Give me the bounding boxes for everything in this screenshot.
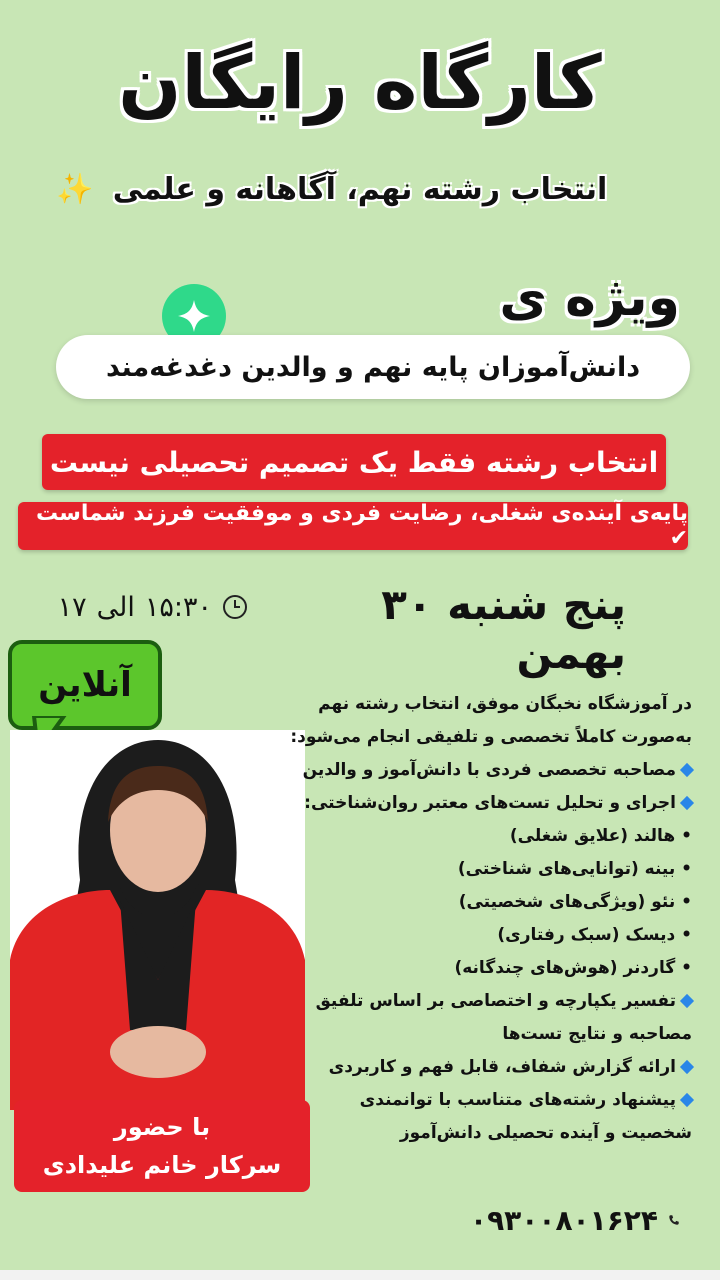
description-line	[268, 1018, 692, 1051]
description-text: در آموزشگاه نخبگان موفق، انتخاب رشته نهم	[318, 694, 692, 714]
description-text: پیشنهاد رشته‌های متناسب با توانمندی	[359, 1090, 676, 1110]
poster-subtitle: انتخاب رشته نهم، آگاهانه و علمی	[112, 172, 608, 207]
bullet-diamond-icon	[680, 994, 694, 1008]
description-line	[268, 1117, 692, 1150]
description-line	[268, 754, 692, 787]
time-from: ۱۵:۳۰	[144, 591, 212, 623]
description-line	[268, 853, 692, 886]
banner-primary-text: انتخاب رشته فقط یک تصمیم تحصیلی نیست	[49, 445, 659, 479]
description-text: • نئو (ویژگی‌های شخصیتی)	[458, 892, 692, 912]
bottom-strip	[0, 1270, 720, 1280]
description-line	[268, 688, 692, 721]
description-line	[268, 985, 692, 1018]
clock-icon	[222, 594, 248, 620]
description-text: • دیسک (سبک رفتاری)	[497, 925, 692, 945]
presenter-intro: با حضور	[113, 1113, 211, 1141]
bullet-diamond-icon	[680, 1060, 694, 1074]
time-to: ۱۷	[57, 591, 87, 623]
description-line	[268, 1084, 692, 1117]
description-text: مصاحبه و نتایج تست‌ها	[502, 1024, 692, 1044]
description-line	[268, 886, 692, 919]
banner-secondary	[18, 502, 688, 550]
phone-number: ۰۹۳۰۰۸۰۱۶۲۴	[470, 1203, 658, 1237]
presenter-box	[14, 1100, 310, 1192]
description-text: • هالند (علایق شغلی)	[509, 826, 692, 846]
description-line	[268, 820, 692, 853]
description-list	[268, 688, 692, 1150]
description-text: • بینه (توانایی‌های شناختی)	[457, 859, 692, 879]
description-line	[268, 952, 692, 985]
special-label: ویژه ی	[499, 268, 680, 328]
phone-row	[470, 1200, 680, 1240]
online-label: آنلاین	[38, 665, 132, 705]
event-time	[36, 582, 248, 632]
description-line	[268, 1051, 692, 1084]
time-separator: الی	[96, 591, 135, 623]
bullet-diamond-icon	[680, 763, 694, 777]
description-text: اجرای و تحلیل تست‌های معتبر روان‌شناختی:	[304, 793, 676, 813]
description-text: مصاحبه تخصصی فردی با دانش‌آموز و والدین	[302, 760, 676, 780]
poster-title: کارگاه رایگان	[118, 40, 602, 126]
audience-text: دانش‌آموزان پایه نهم و والدین دغدغه‌مند	[105, 351, 641, 383]
phone-icon	[668, 1206, 680, 1234]
banner-secondary-text: پایه‌ی آینده‌ی شغلی، رضایت فردی و موفقیت فرزند شماست ✔	[35, 501, 688, 551]
description-line	[268, 721, 692, 754]
description-text: ارائه گزارش شفاف، قابل فهم و کاربردی	[328, 1057, 676, 1077]
description-text: شخصیت و آینده تحصیلی دانش‌آموز	[399, 1123, 692, 1143]
bullet-diamond-icon	[680, 1093, 694, 1107]
audience-pill	[56, 335, 690, 399]
description-text: به‌صورت کاملاً تخصصی و تلفیقی انجام می‌شود:	[290, 727, 692, 747]
bullet-diamond-icon	[680, 796, 694, 810]
event-date: پنج شنبه ۳۰ بهمن	[381, 580, 626, 678]
description-line	[268, 787, 692, 820]
description-text: • گاردنر (هوش‌های چندگانه)	[454, 958, 692, 978]
presenter-photo	[10, 730, 305, 1110]
presenter-name: سرکار خانم علیدادی	[42, 1151, 282, 1179]
banner-primary	[42, 434, 666, 490]
sparkle-icon: ✨	[56, 172, 94, 207]
description-line	[268, 919, 692, 952]
description-text: تفسیر یکپارچه و اختصاصی بر اساس تلفیق	[315, 991, 676, 1011]
